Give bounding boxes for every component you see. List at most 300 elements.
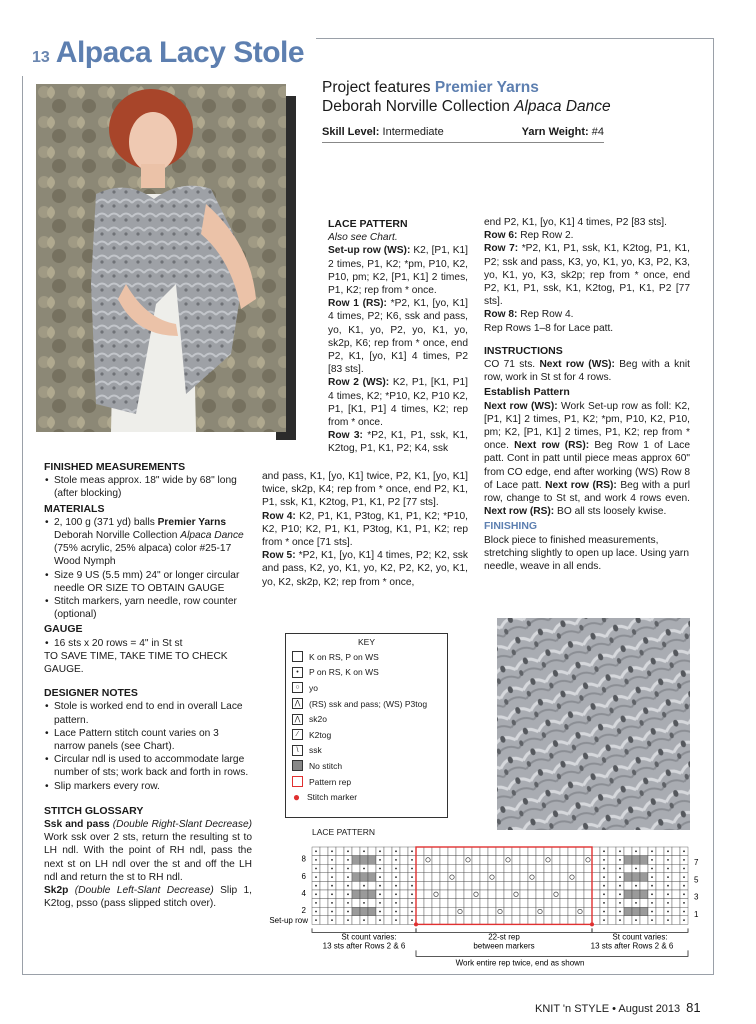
chart-cell <box>504 864 512 873</box>
instructions-heading: INSTRUCTIONS <box>484 344 563 357</box>
chart-cell <box>504 847 512 856</box>
chart-cell <box>416 847 424 856</box>
chart-cell <box>608 873 616 882</box>
glossary-subtitle: (Double Left-Slant Decrease) <box>68 885 214 897</box>
instr-label: Next row (WS): <box>484 400 558 412</box>
chart-cell <box>544 881 552 890</box>
instr-label: Next row (RS): <box>484 506 555 518</box>
chart-cell <box>528 907 536 916</box>
chart-purl-dot <box>667 885 669 887</box>
chart-cell <box>424 873 432 882</box>
chart-purl-dot <box>651 885 653 887</box>
lace-row-2 <box>328 376 468 429</box>
chart-cell <box>568 856 576 865</box>
row-label: Row 7: <box>484 243 519 255</box>
chart-purl-dot <box>411 850 413 852</box>
chart-cell <box>496 864 504 873</box>
chart-cell <box>456 890 464 899</box>
chart-cell <box>472 916 480 925</box>
chart-cell <box>536 856 544 865</box>
list-item: • Size 9 US (5.5 mm) 24" or longer circular needle OR SIZE TO OBTAIN GAUGE <box>54 569 252 595</box>
chart-cell <box>672 864 680 873</box>
row-text: Rep Row 4. <box>517 309 574 321</box>
chart-cell <box>320 856 328 865</box>
row-text: *P2, K1, P1, ssk, K1, K2tog, P1, K1, P2; ssk and pass, K3, yo, K1, yo, K3, P2, K3, yo, K1, yo, K3, sk2p; rep from * once, end P2, K1, P1, ssk, K1, K2tog, P1, K1, P2 [77 sts]. <box>484 243 690 308</box>
chart-cell <box>672 899 680 908</box>
title-bar <box>22 36 316 76</box>
lace-row-4 <box>262 510 468 550</box>
project-header <box>322 78 612 143</box>
pattern-number: 13 <box>32 49 50 66</box>
chart-cell <box>552 907 560 916</box>
chart-cell <box>456 856 464 865</box>
chart-cell <box>432 907 440 916</box>
chart-cell <box>352 881 360 890</box>
chart-cell <box>432 847 440 856</box>
chart-cell <box>504 881 512 890</box>
chart-purl-dot <box>331 876 333 878</box>
chart-cell <box>432 881 440 890</box>
chart-purl-dot <box>635 868 637 870</box>
chart-cell <box>608 907 616 916</box>
chart-cell <box>608 890 616 899</box>
chart-cell <box>640 916 648 925</box>
instr-text: Beg Row 1 of Lace patt. Cont in patt until piece meas approx 60" from CO edge, end after working (WS) Row 8 of Lace patt. <box>484 440 690 491</box>
chart-cell <box>552 890 560 899</box>
chart-cell <box>528 847 536 856</box>
chart-purl-dot <box>347 876 349 878</box>
chart-purl-dot <box>603 859 605 861</box>
instr-text: Beg with a knit row, work in St st for 4 rows. <box>484 359 690 384</box>
chart-cell <box>584 856 592 865</box>
chart-cell <box>528 899 536 908</box>
lace-repeat: Rep Rows 1–8 for Lace patt. <box>484 322 614 334</box>
chart-cell <box>536 907 544 916</box>
lace-row-5-continued: end P2, K1, [yo, K1] 4 times, P2 [83 sts]. <box>484 217 667 228</box>
chart-cell <box>520 881 528 890</box>
chart-purl-dot <box>603 919 605 921</box>
finished-list <box>44 474 252 500</box>
chart-purl-dot <box>331 911 333 913</box>
chart-cell <box>560 873 568 882</box>
skill-value: Intermediate <box>379 126 444 138</box>
chart-cell <box>464 899 472 908</box>
lace-row-7 <box>484 242 690 308</box>
row-label: Row 5: <box>262 550 296 562</box>
chart-cell <box>320 847 328 856</box>
list-item: • Stole meas approx. 18" wide by 68" long (after blocking) <box>54 474 252 500</box>
chart-note: St count varies: <box>341 932 397 942</box>
sk2o-symbol-icon: ⋀ <box>292 714 303 725</box>
row-label: Row 3: <box>328 430 363 442</box>
chart-cell <box>584 899 592 908</box>
chart-cell <box>528 916 536 925</box>
chart-cell <box>536 864 544 873</box>
chart-cell <box>544 856 552 865</box>
chart-cell <box>536 916 544 925</box>
chart-purl-dot <box>347 911 349 913</box>
chart-purl-dot <box>603 911 605 913</box>
chart-cell <box>520 864 528 873</box>
chart-cell <box>488 847 496 856</box>
chart-cell <box>656 847 664 856</box>
chart-cell <box>520 873 528 882</box>
chart-cell <box>368 916 376 925</box>
key-item <box>286 665 447 681</box>
chart-purl-dot <box>331 859 333 861</box>
chart-purl-dot <box>411 893 413 895</box>
chart-cell <box>424 899 432 908</box>
chart-purl-dot <box>651 850 653 852</box>
chart-purl-dot <box>651 902 653 904</box>
chart-cell <box>528 873 536 882</box>
chart-cell <box>480 916 488 925</box>
chart-note: between markers <box>473 941 535 951</box>
chart-purl-dot <box>395 859 397 861</box>
chart-cell <box>584 873 592 882</box>
instr-text: BO all sts loosely kwise. <box>554 506 667 518</box>
chart-cell <box>440 856 448 865</box>
chart-cell <box>672 873 680 882</box>
chart-cell <box>592 907 600 916</box>
list-item <box>54 516 252 569</box>
materials-text: (75% acrylic, 25% alpaca) color #25-17 Wood Nymph <box>54 543 232 568</box>
chart-cell <box>496 907 504 916</box>
glossary-term: Sk2p <box>44 885 69 897</box>
chart-purl-dot <box>667 919 669 921</box>
chart-cell <box>456 907 464 916</box>
chart-cell <box>624 916 632 925</box>
chart-purl-dot <box>395 919 397 921</box>
chart-cell <box>440 890 448 899</box>
chart-cell <box>336 899 344 908</box>
lace-row-6 <box>484 229 690 242</box>
chart-cell <box>336 873 344 882</box>
chart-cell <box>464 873 472 882</box>
chart-cell <box>464 907 472 916</box>
chart-cell <box>560 890 568 899</box>
chart-cell <box>336 907 344 916</box>
chart-purl-dot <box>315 893 317 895</box>
chart-cell <box>400 864 408 873</box>
chart-purl-dot <box>651 911 653 913</box>
chart-purl-dot <box>331 893 333 895</box>
chart-purl-dot <box>363 885 365 887</box>
finishing-text: Block piece to finished measurements, stretching slightly to open up lace. Using yarn needle, weave in all ends. <box>484 534 689 573</box>
chart-cell <box>584 847 592 856</box>
swatch-photo <box>497 618 690 830</box>
materials-yarn: Alpaca Dance <box>180 530 244 542</box>
chart-cell <box>448 873 456 882</box>
chart-cell <box>640 899 648 908</box>
chart-cell <box>552 856 560 865</box>
chart-cell <box>504 899 512 908</box>
chart-cell <box>592 864 600 873</box>
row-text: *P2, K1, P1, ssk, K1, K2tog, P1, K1, P2; K4, ssk <box>328 430 468 455</box>
chart-cell <box>472 890 480 899</box>
chart-cell <box>544 890 552 899</box>
chart-purl-dot <box>667 850 669 852</box>
lace-pattern-continued <box>262 470 468 589</box>
chart-cell <box>472 864 480 873</box>
yarnover-symbol-icon: ○ <box>292 682 303 693</box>
chart-cell <box>624 873 632 882</box>
features-line <box>322 78 612 97</box>
chart-purl-dot <box>347 885 349 887</box>
chart-cell <box>624 907 632 916</box>
weight-value: #4 <box>588 126 604 138</box>
chart-cell <box>384 856 392 865</box>
chart-cell <box>528 881 536 890</box>
stitch-marker-dot <box>590 922 594 926</box>
row-label: Row 1 (RS): <box>328 298 387 310</box>
chart-purl-dot <box>315 902 317 904</box>
chart-cell <box>528 856 536 865</box>
chart-cell <box>352 916 360 925</box>
chart-purl-dot <box>651 893 653 895</box>
pattern-rep-symbol-icon <box>292 776 303 787</box>
chart-cell <box>632 907 640 916</box>
chart-cell <box>560 907 568 916</box>
chart-purl-dot <box>619 902 621 904</box>
key-label: K2tog <box>309 729 332 740</box>
features-prefix: Project features <box>322 79 435 96</box>
chart-cell <box>512 916 520 925</box>
chart-purl-dot <box>395 885 397 887</box>
list-item: • Stitch markers, yarn needle, row counter (optional) <box>54 595 252 621</box>
key-label: P on RS, K on WS <box>309 667 379 678</box>
chart-purl-dot <box>411 911 413 913</box>
chart-note: 22-st rep <box>488 932 520 942</box>
chart-cell <box>448 890 456 899</box>
chart-purl-dot <box>395 893 397 895</box>
stitch-marker-symbol-icon: ● <box>292 789 301 804</box>
chart-purl-dot <box>619 885 621 887</box>
chart-cell <box>544 847 552 856</box>
chart-cell <box>672 881 680 890</box>
chart-cell <box>336 881 344 890</box>
row-label: Set-up row (WS): <box>328 245 411 257</box>
chart-cell <box>440 873 448 882</box>
chart-purl-dot <box>411 868 413 870</box>
designer-heading: DESIGNER NOTES <box>44 687 138 700</box>
page-number: 81 <box>686 1000 701 1015</box>
chart-cell <box>536 899 544 908</box>
list-item: • Lace Pattern stitch count varies on 3 narrow panels (see Chart). <box>54 727 252 753</box>
footer-text: KNIT 'n STYLE • August 2013 <box>535 1003 681 1015</box>
key-item <box>286 727 447 743</box>
chart-cell <box>592 847 600 856</box>
chart-cell <box>400 847 408 856</box>
chart-purl-dot <box>363 919 365 921</box>
chart-cell <box>568 916 576 925</box>
chart-cell <box>424 847 432 856</box>
chart-cell <box>488 864 496 873</box>
chart-cell <box>464 847 472 856</box>
row-label: Row 8: <box>484 309 518 321</box>
chart-cell <box>536 890 544 899</box>
chart-cell <box>656 864 664 873</box>
chart-cell <box>360 907 368 916</box>
chart-purl-dot <box>683 859 685 861</box>
chart-cell <box>320 899 328 908</box>
chart-purl-dot <box>395 876 397 878</box>
key-label: Pattern rep <box>309 776 352 787</box>
chart-cell <box>400 856 408 865</box>
chart-cell <box>560 864 568 873</box>
key-label: yo <box>309 682 318 693</box>
finishing-heading: FINISHING <box>484 520 538 533</box>
chart-cell <box>544 916 552 925</box>
chart-cell <box>608 847 616 856</box>
chart-cell <box>416 856 424 865</box>
chart-note: St count varies: <box>612 932 668 942</box>
chart-purl-dot <box>347 868 349 870</box>
instr-label: Next row (WS): <box>539 359 615 371</box>
chart-cell <box>448 916 456 925</box>
chart-cell <box>520 856 528 865</box>
chart-cell <box>552 899 560 908</box>
skill-weight-row <box>322 126 604 143</box>
chart-cell <box>672 916 680 925</box>
chart-cell <box>456 864 464 873</box>
chart-cell <box>448 856 456 865</box>
key-label: (RS) ssk and pass; (WS) P3tog <box>309 698 428 709</box>
chart-cell <box>336 856 344 865</box>
chart-cell <box>552 881 560 890</box>
chart-cell <box>496 890 504 899</box>
glossary-term: Ssk and pass <box>44 819 110 831</box>
chart-cell <box>400 899 408 908</box>
chart-cell <box>384 890 392 899</box>
chart-purl-dot <box>315 876 317 878</box>
chart-cell <box>576 899 584 908</box>
left-column <box>44 459 252 911</box>
row-number-left: 8 <box>301 854 306 864</box>
chart-cell <box>640 881 648 890</box>
chart-note: 13 sts after Rows 2 & 6 <box>590 941 674 951</box>
designer-list <box>44 700 252 792</box>
chart-cell <box>544 864 552 873</box>
row-text: K2, [P1, K1] 2 times, P1, K2; *pm, P10, K2, P10, pm; K2, [P1, K1] 2 times, P1, K2; rep from * once. <box>328 245 468 297</box>
chart-cell <box>432 864 440 873</box>
chart-cell <box>568 907 576 916</box>
chart-purl-dot <box>635 885 637 887</box>
key-label: K on RS, P on WS <box>309 651 379 662</box>
chart-cell <box>464 916 472 925</box>
list-item: • Circular ndl is used to accommodate large number of sts; work back and forth in rows. <box>54 753 252 779</box>
chart-purl-dot <box>395 850 397 852</box>
chart-cell <box>624 881 632 890</box>
chart-cell <box>352 873 360 882</box>
key-title: KEY <box>357 637 375 647</box>
key-item <box>286 789 447 805</box>
chart-purl-dot <box>331 902 333 904</box>
chart-cell <box>592 881 600 890</box>
chart-purl-dot <box>683 850 685 852</box>
chart-cell <box>456 916 464 925</box>
chart-cell <box>464 864 472 873</box>
key-label: ssk <box>309 745 322 756</box>
chart-purl-dot <box>603 850 605 852</box>
chart-cell <box>416 890 424 899</box>
chart-purl-dot <box>603 893 605 895</box>
row-label: Row 6: <box>484 230 518 242</box>
chart-purl-dot <box>683 876 685 878</box>
chart-purl-dot <box>619 850 621 852</box>
chart-cell <box>384 873 392 882</box>
chart-cell <box>432 890 440 899</box>
chart-purl-dot <box>331 868 333 870</box>
chart-cell <box>632 873 640 882</box>
materials-text: 2, 100 g (371 yd) balls <box>54 516 158 528</box>
chart-cell <box>400 890 408 899</box>
chart-cell <box>520 899 528 908</box>
chart-cell <box>368 864 376 873</box>
chart-cell <box>504 907 512 916</box>
chart-cell <box>576 881 584 890</box>
chart-cell <box>656 916 664 925</box>
glossary-ssk <box>44 818 252 884</box>
chart-cell <box>432 873 440 882</box>
chart-purl-dot <box>379 859 381 861</box>
chart-cell <box>560 847 568 856</box>
chart-cell <box>368 873 376 882</box>
chart-cell <box>656 890 664 899</box>
finished-heading: FINISHED MEASUREMENTS <box>44 461 186 473</box>
skill-level <box>322 126 444 138</box>
chart-cell <box>552 864 560 873</box>
chart-cell <box>512 847 520 856</box>
chart-cell <box>520 916 528 925</box>
chart-purl-dot <box>683 885 685 887</box>
chart-cell <box>440 899 448 908</box>
page-title: Alpaca Lacy Stole <box>55 36 305 69</box>
chart-cell <box>440 881 448 890</box>
establish-text <box>484 400 690 519</box>
chart-cell <box>336 916 344 925</box>
chart-purl-dot <box>395 902 397 904</box>
chart-cell <box>512 864 520 873</box>
chart-cell <box>472 847 480 856</box>
chart-cell <box>480 847 488 856</box>
chart-cell <box>568 890 576 899</box>
chart-cell <box>496 873 504 882</box>
chart-cell <box>496 899 504 908</box>
chart-cell <box>656 856 664 865</box>
chart-cell <box>624 847 632 856</box>
chart-cell <box>520 907 528 916</box>
chart-purl-dot <box>347 859 349 861</box>
chart-cell <box>416 873 424 882</box>
chart-purl-dot <box>363 868 365 870</box>
chart-cell <box>568 881 576 890</box>
chart-purl-dot <box>651 876 653 878</box>
chart-cell <box>368 881 376 890</box>
chart-purl-dot <box>667 868 669 870</box>
lace-row-1 <box>328 297 468 376</box>
chart-cell <box>488 890 496 899</box>
chart-cell <box>440 916 448 925</box>
row-text: K2, P1, [K1, P1] 4 times, K2; *P10, K2, P10 K2, P1, [K1, P1] 4 times, K2; rep from * once. <box>328 377 468 429</box>
chart-cell <box>320 916 328 925</box>
chart-cell <box>624 899 632 908</box>
key-label: sk2o <box>309 714 327 725</box>
chart-cell <box>640 890 648 899</box>
chart-cell <box>448 899 456 908</box>
key-item <box>286 758 447 774</box>
chart-cell <box>480 899 488 908</box>
